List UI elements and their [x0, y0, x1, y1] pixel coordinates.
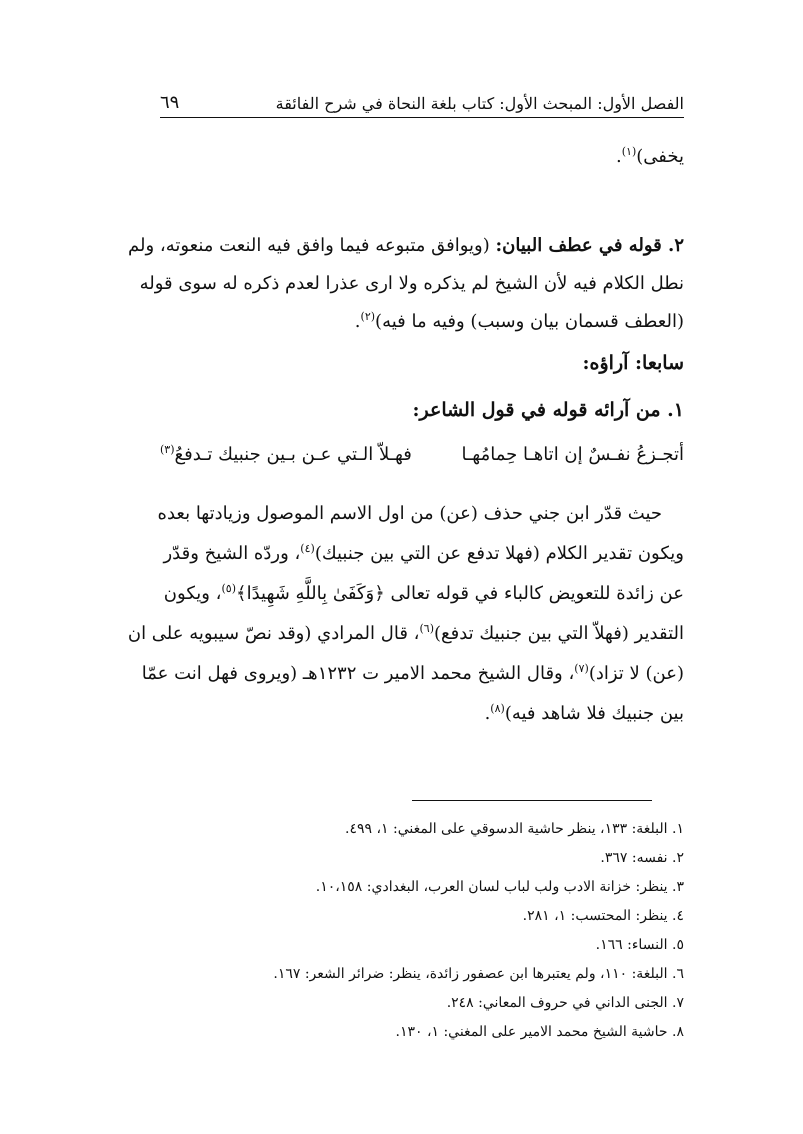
footnote-ref-7: (٧)	[574, 662, 589, 675]
footnote-ref-6: (٦)	[419, 622, 434, 635]
paragraph-line-6a: بين جنبيك فلا شاهد فيه)	[504, 703, 684, 724]
footnote-7: ٧. الجنى الداني في حروف المعاني: ٢٤٨.	[446, 995, 684, 1011]
footnote-ref-8: (٨)	[490, 702, 505, 715]
paragraph-line-2b: ، وردّه الشيخ وقدّر	[163, 543, 301, 564]
paragraph-line-5a: (عن) لا تزاد)	[588, 663, 684, 684]
footnote-ref-2: (٢)	[360, 310, 376, 323]
section-2-lead: ٢. قوله في عطف البيان:	[495, 235, 684, 256]
header-title: الفصل الأول: المبحث الأول: كتاب بلغة النحاة في شرح الفائقة	[275, 94, 684, 113]
section-2-line1: (ويوافق متبوعه فيما وافق فيه النعت منعوته، ولم	[128, 235, 496, 256]
paragraph-line-5b: ، وقال الشيخ محمد الامير ت ١٢٣٢هـ (ويروى فهل انت عمّا	[141, 663, 575, 684]
main-paragraph	[127, 494, 684, 734]
paragraph-line-4b: ، قال المرادي (وقد نصّ سيبويه على ان	[127, 623, 420, 644]
paragraph-line-4a: التقدير (فهلاّ التي بين جنبيك تدفع)	[433, 623, 684, 644]
heading-seventh: سابعا: آراؤه:	[582, 352, 684, 374]
footnote-3: ٣. ينظر: خزانة الادب ولب لباب لسان العرب، البغدادي: ١٠،١٥٨.	[315, 879, 684, 895]
footnote-ref-5: (٥)	[221, 582, 237, 595]
footnote-ref-1: (١)	[621, 145, 637, 158]
paragraph-line-3a: عن زائدة للتعويض كالباء في قوله تعالى ﴿وَكَفَىٰ بِاللَّهِ شَهِيدًا﴾	[236, 583, 684, 604]
footnote-4: ٤. ينظر: المحتسب: ١، ٢٨١.	[522, 908, 684, 924]
paragraph-line-6b: .	[484, 703, 491, 724]
footnotes	[160, 815, 684, 1047]
paragraph-line-2a: ويكون تقدير الكلام (فهلا تدفع عن التي بين جنبيك)	[314, 543, 684, 564]
footnote-2: ٢. نفسه: ٣٦٧.	[600, 850, 684, 866]
section-2-line3: (العطف قسمان بيان وسبب) وفيه ما فيه)	[375, 311, 684, 332]
footnote-ref-3: (٣)	[160, 443, 175, 456]
paragraph-line-3b: ، ويكون	[163, 583, 222, 604]
heading-subsection: ١. من آرائه قوله في قول الشاعر:	[412, 399, 684, 421]
footnote-5: ٥. النساء: ١٦٦.	[595, 937, 684, 953]
verse-second-hemistich: فهـلاّ الـتي عـن بـين جنبيك تـدفعُ	[174, 444, 412, 465]
continued-text: يخفى)	[636, 146, 684, 167]
footnote-ref-4: (٤)	[300, 542, 315, 555]
footnote-8: ٨. حاشية الشيخ محمد الامير على المغني: ١، ١٣٠.	[395, 1024, 684, 1040]
running-header	[160, 86, 684, 118]
continued-line: يخفى)$^{(١)}$.	[615, 145, 684, 167]
section-2-line2: نطل الكلام فيه لأن الشيخ لم يذكره ولا ارى عذرا لعدم ذكره له سوى قوله	[139, 273, 684, 294]
footnote-6: ٦. البلغة: ١١٠، ولم يعتبرها ابن عصفور زائدة، ينظر: ضرائر الشعر: ١٦٧.	[273, 966, 684, 982]
poetry-verse	[160, 444, 684, 465]
paragraph-line-1: حيث قدّر ابن جني حذف (عن) من اول الاسم الموصول وزيادتها بعده	[157, 503, 662, 524]
page-number: ٦٩	[160, 92, 180, 113]
footnote-1: ١. البلغة: ١٣٣، ينظر حاشية الدسوقي على المغني: ١، ٤٩٩.	[345, 821, 684, 837]
verse-first-hemistich: أتجـزعُ نفـسٌ إن اتاهـا حِمامُهـا	[461, 444, 684, 465]
footnote-separator	[412, 800, 652, 801]
section-2-paragraph: ٢. قوله في عطف البيان: (ويوافق متبوعه فيما وافق فيه النعت منعوته، ولم نطل الكلام فيه لأن الشيخ لم يذكره ولا ارى عذرا لعدم ذكره له سوى قوله (العطف قسمان بيان وسبب) وفيه ما فيه)$^{(٢)}$.	[128, 235, 684, 332]
